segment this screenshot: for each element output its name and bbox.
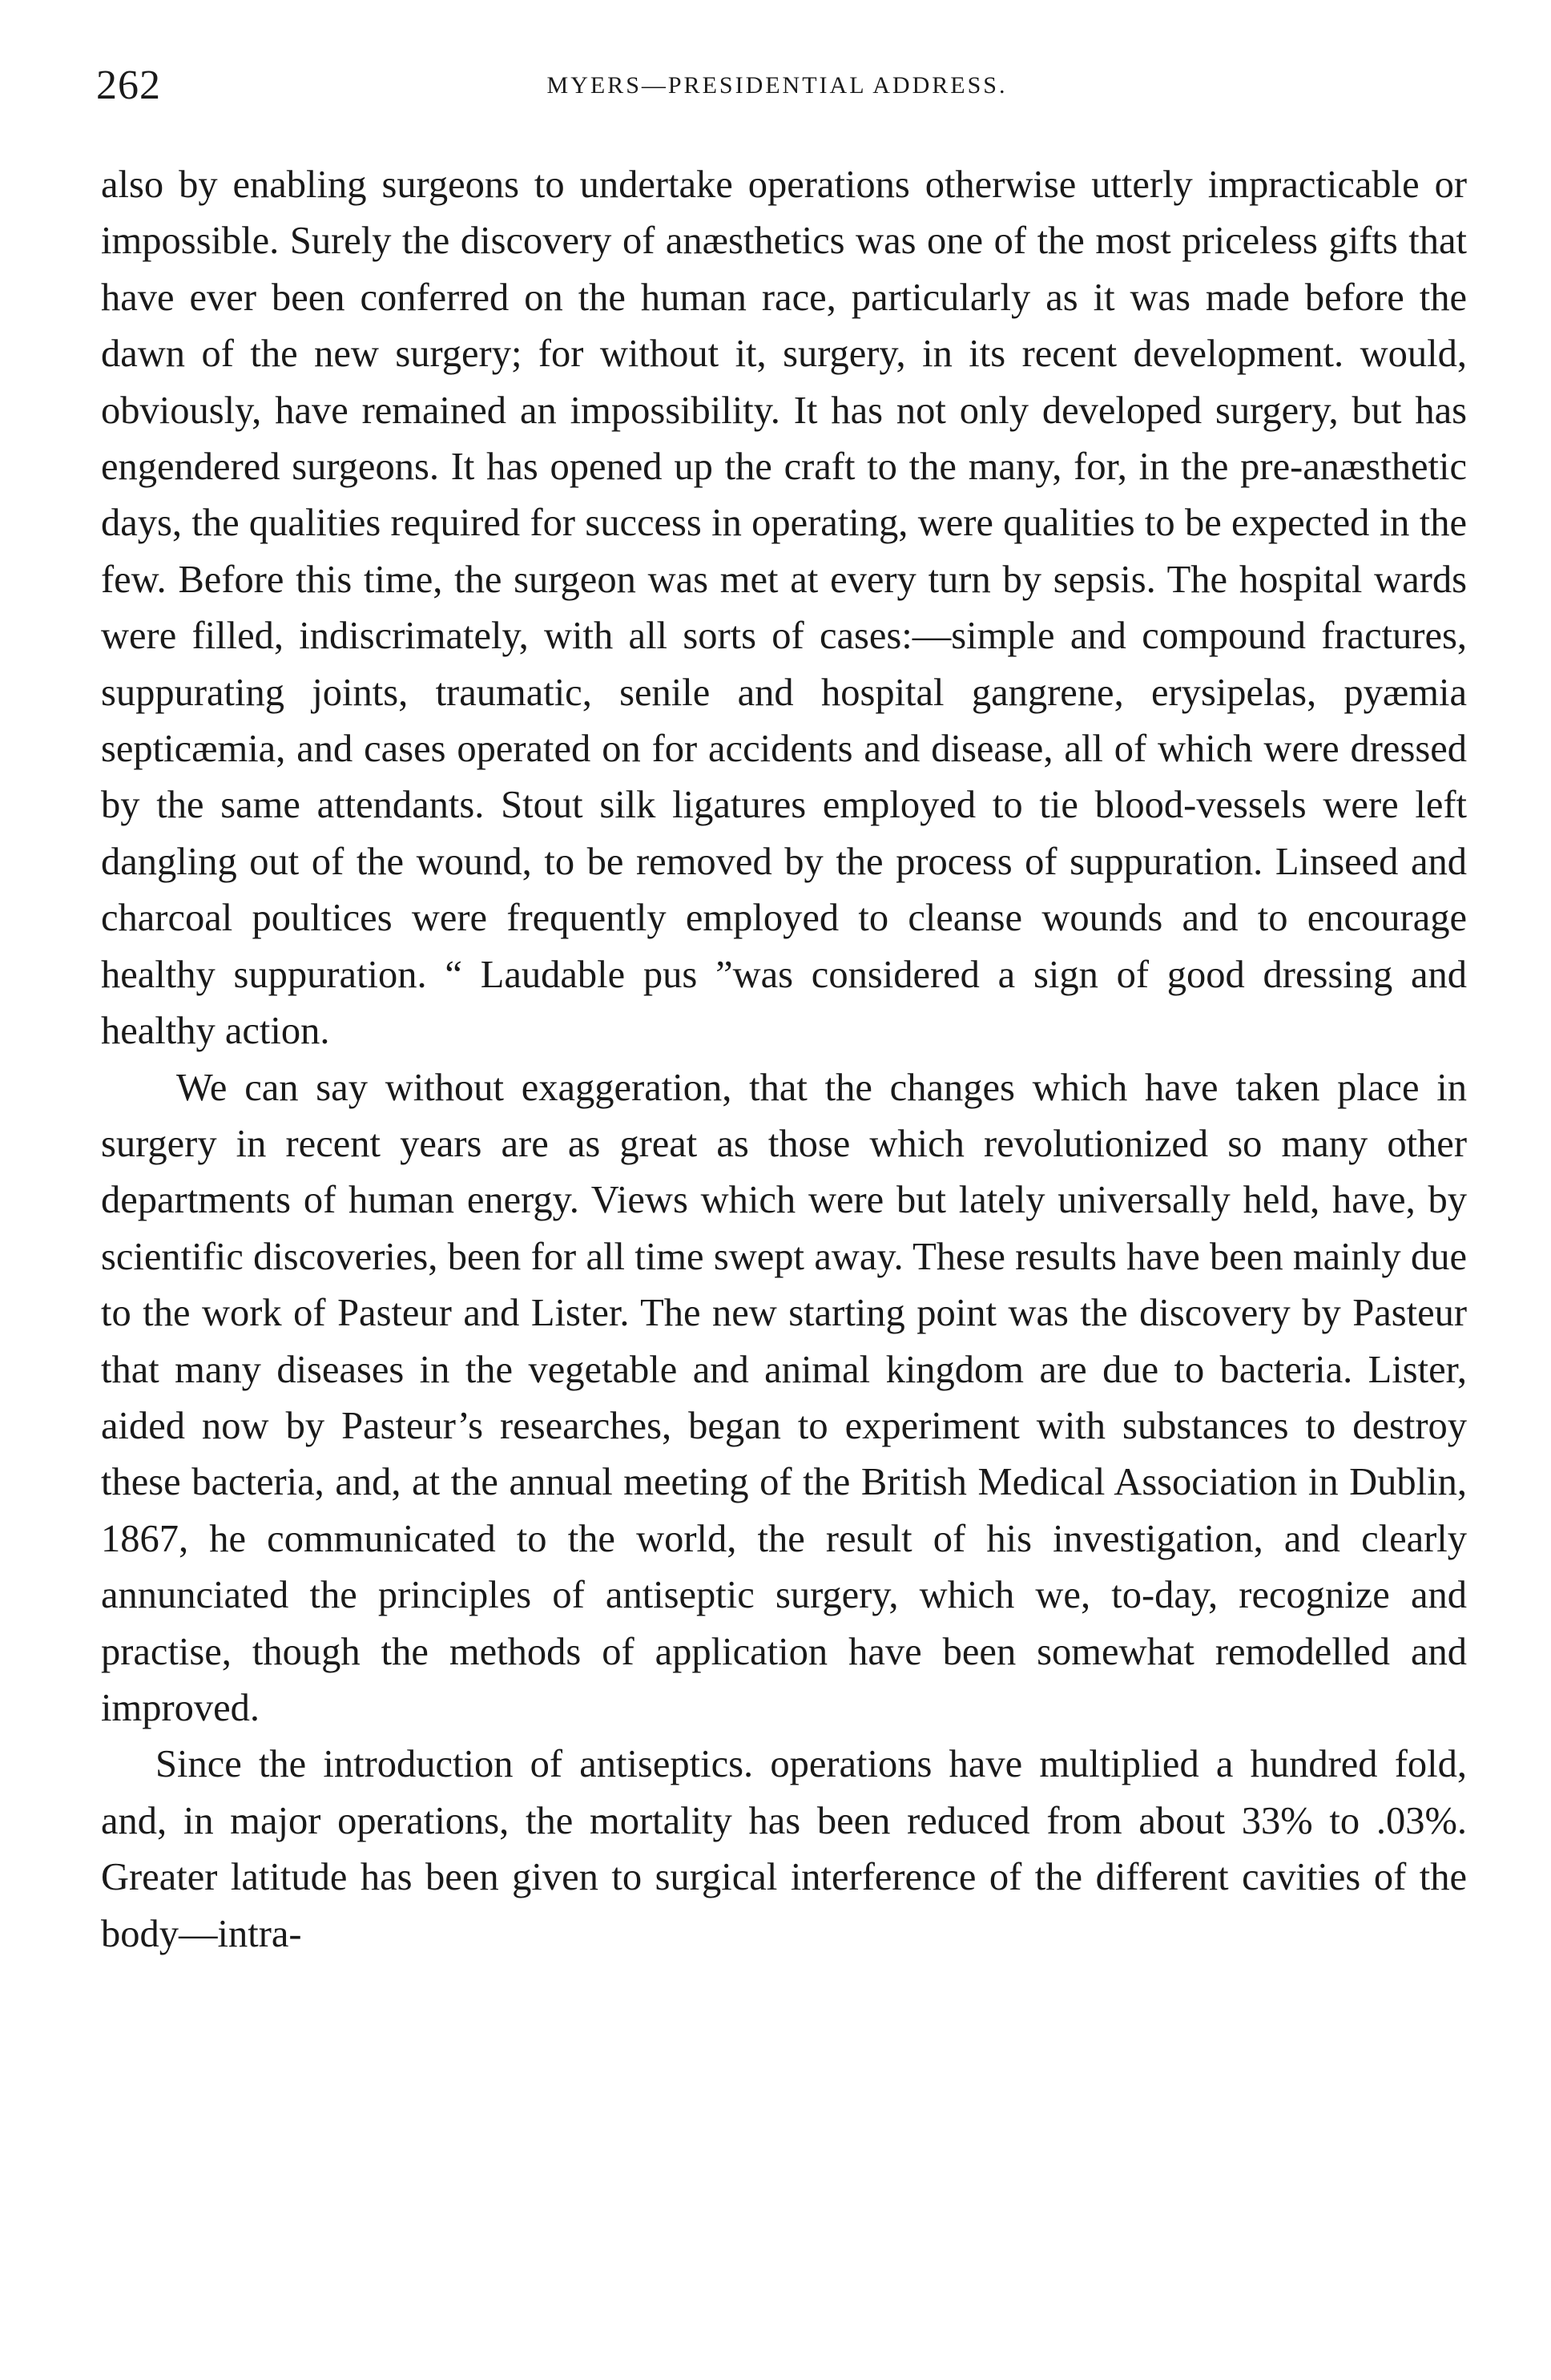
- page-number: 262: [96, 63, 161, 108]
- running-head: [96, 58, 1458, 114]
- paragraph-continuation: also by enabling surgeons to undertake operations otherwise utterly impracticable or impossible. Surely the discovery of anæsthetics was one of the most priceless gifts that have ever been conferred on the human race, particularly as it was made before the dawn of the new surgery; for without it, surgery, in its recent development. would, obviously, have remained an impossibility. It has not only developed surgery, but has engendered surgeons. It has opened up the craft to the many, for, in the pre-anæsthetic days, the qualities required for success in operating, were qualities to be expected in the few. Before this time, the surgeon was met at every turn by sepsis. The hospital wards were filled, indiscrimately, with all sorts of cases:—simple and compound fractures, suppurating joints, traumatic, senile and hospital gangrene, erysipelas, pyæmia septicæmia, and cases operated on for accidents and disease, all of which were dressed by the same attendants. Stout silk ligatures employed to tie blood-vessels were left dangling out of the wound, to be removed by the process of suppuration. Linseed and charcoal poultices were frequently employed to cleanse wounds and to encourage healthy suppuration. “ Laudable pus ”was considered a sign of good dressing and healthy action.: [101, 163, 1467, 1053]
- running-title: MYERS—PRESIDENTIAL ADDRESS.: [546, 72, 1008, 99]
- paragraph-changes-in-surgery: We can say without exaggeration, that the changes which have taken place in surgery in recent years are as great as those which revolutionized so many other departments of human energy. Views which were but lately universally held, have, by scientific discoveries, been for all time swept away. These results have been mainly due to the work of Pasteur and Lister. The new starting point was the discovery by Pasteur that many diseases in the vegetable and animal kingdom are due to bacteria. Lister, aided now by Pasteur’s researches, began to experiment with substances to destroy these bacteria, and, at the annual meeting of the British Medical Association in Dublin, 1867, he communicated to the world, the result of his investigation, and clearly annunciated the principles of antiseptic surgery, which we, to-day, recognize and practise, though the methods of application have been somewhat remodelled and improved.: [101, 1066, 1467, 1729]
- paragraph-antiseptics: Since the introduction of antiseptics. operations have multiplied a hundred fold, and, in major operations, the mortality has been reduced from about 33% to .03%. Greater latitude has been given to surgical interference of the different cavities of the body—intra-: [101, 1743, 1467, 1955]
- body-text: [101, 157, 1467, 1962]
